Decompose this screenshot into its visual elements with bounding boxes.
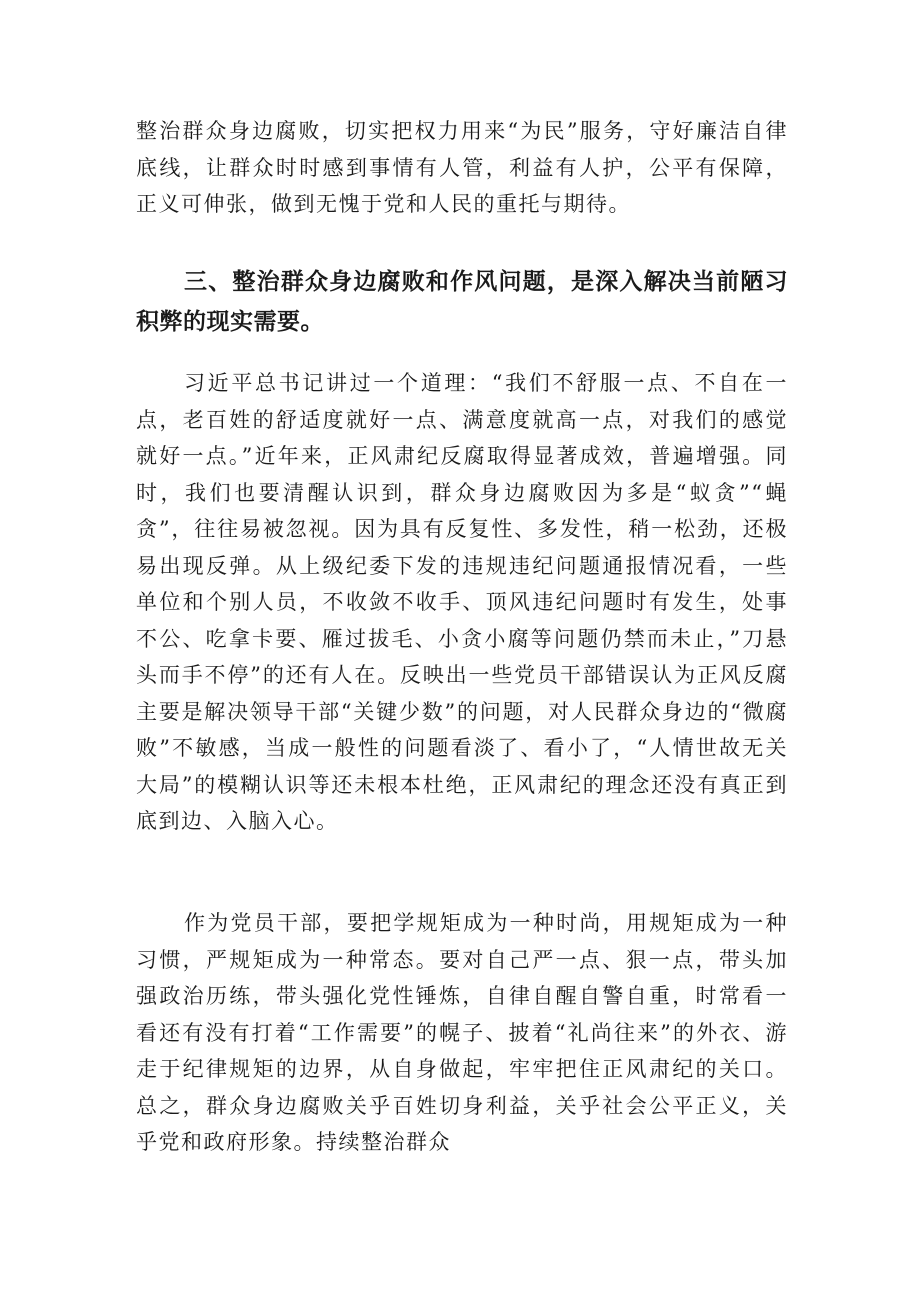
section-heading: 三、整治群众身边腐败和作风问题，是深入解决当前陋习积弊的现实需要。 (136, 269, 788, 335)
paragraph-continuation: 整治群众身边腐败，切实把权力用来“为民”服务，守好廉洁自律底线，让群众时时感到事情有人管，利益有人护，公平有保障，正义可伸张，做到无愧于党和人民的重托与期待。 (136, 119, 788, 216)
paragraph-body: 作为党员干部，要把学规矩成为一种时尚，用规矩成为一种习惯，严规矩成为一种常态。要对自己严一点、狠一点，带头加强政治历练，带头强化党性锤炼，自律自醒自警自重，时常看一看还有没有打着“工作需要”的幌子、披着“礼尚往来”的外衣、游走于纪律规矩的边界，从自身做起，牢牢把住正风肃纪的关口。总之，群众身边腐败关乎百姓切身利益，关乎社会公平正义，关乎党和政府形象。持续整治群众 (136, 911, 788, 1154)
paragraph-body: 习近平总书记讲过一个道理：“我们不舒服一点、不自在一点，老百姓的舒适度就好一点、满意度就高一点，对我们的感觉就好一点。”近年来，正风肃纪反腐取得显著成效，普遍增强。同时，我们也要清醒认识到，群众身边腐败因为多是“蚁贪”“蝇贪”，往往易被忽视。因为具有反复性、多发性，稍一松劲，还极易出现反弹。从上级纪委下发的违规违纪问题通报情况看，一些单位和个别人员，不收敛不收手、顶风违纪问题时有发生，处事不公、吃拿卡要、雁过拔毛、小贪小腐等问题仍禁而未止，”刀悬头而手不停”的还有人在。反映出一些党员干部错误认为正风反腐主要是解决领导干部“关键少数”的问题，对人民群众身边的“微腐败”不敏感，当成一般性的问题看淡了、看小了，“人情世故无关大局”的模糊认识等还未根本杜绝，正风肃纪的理念还没有真正到底到边、入脑入心。 (136, 371, 788, 833)
